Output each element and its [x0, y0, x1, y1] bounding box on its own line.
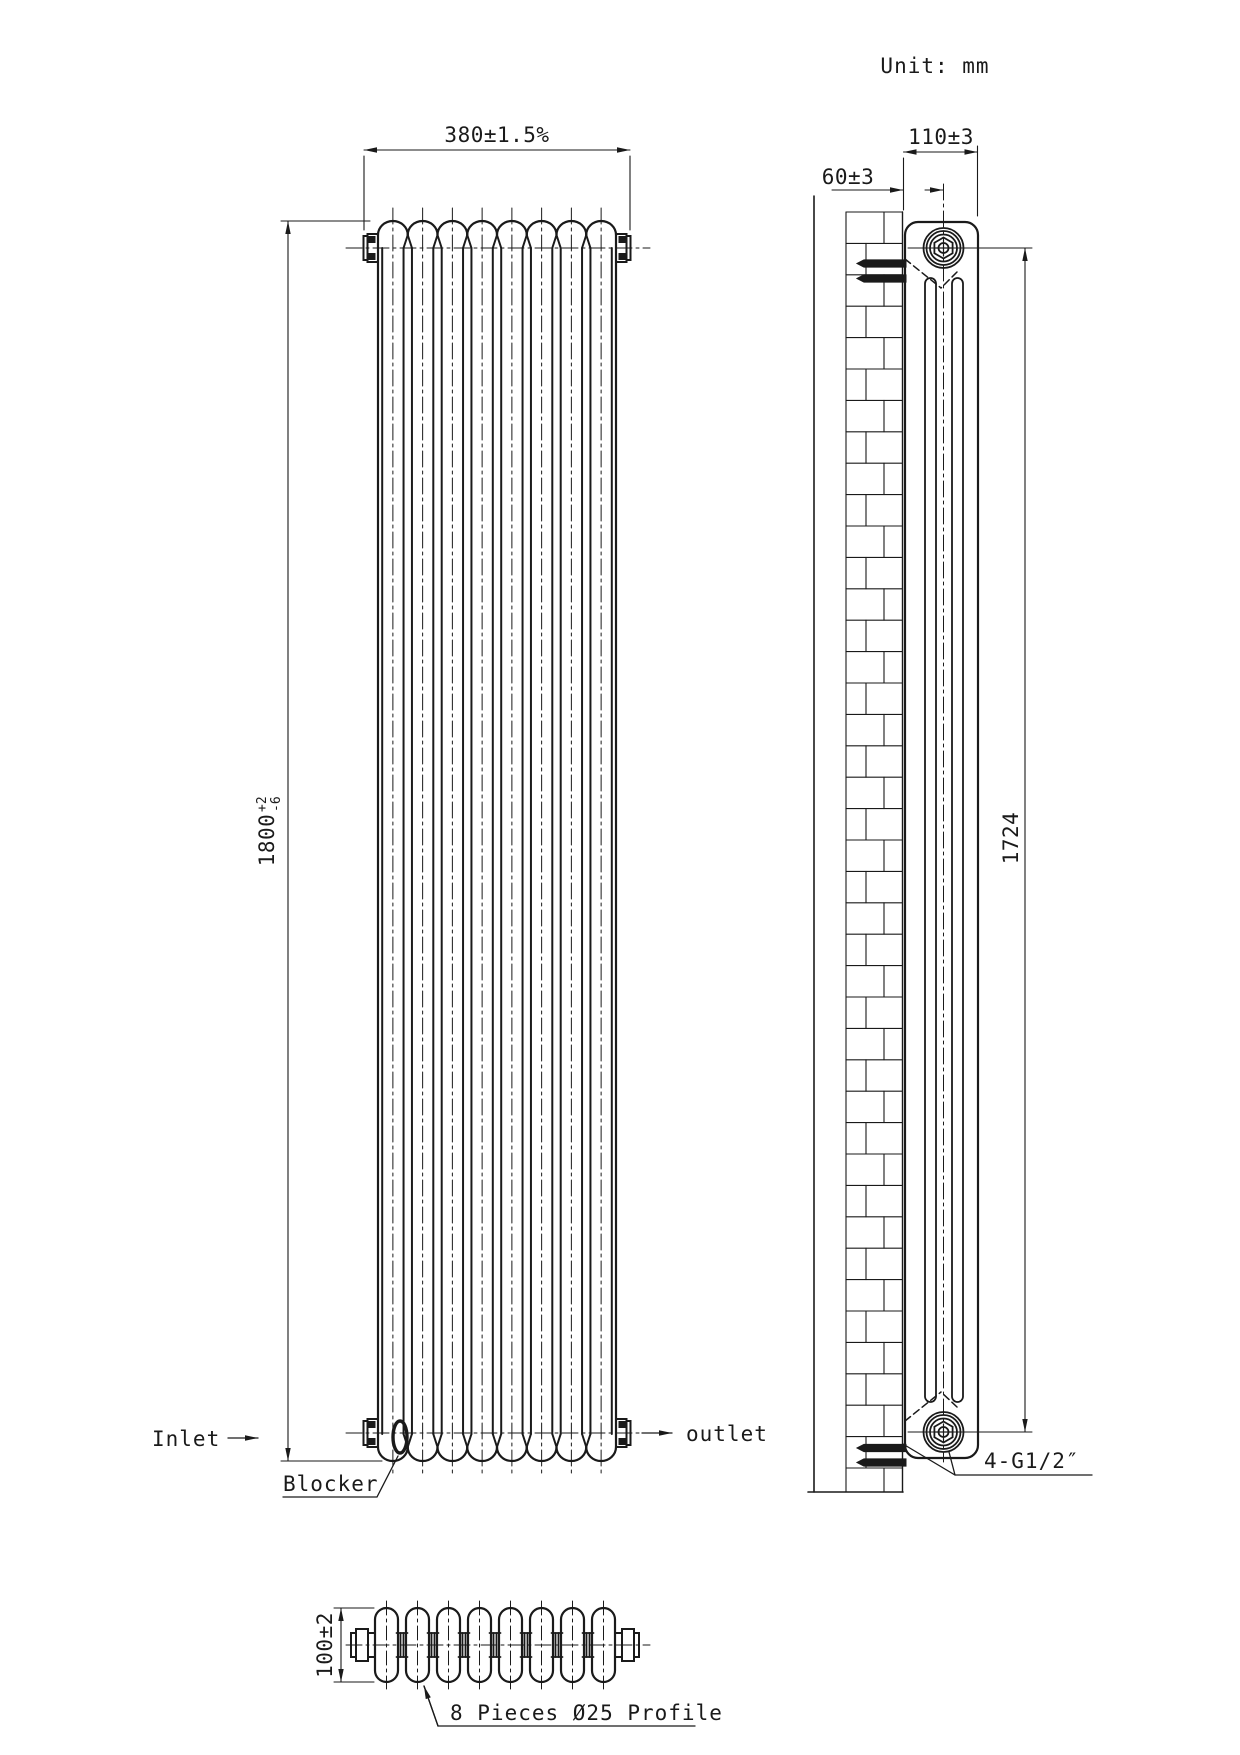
outlet-label: outlet	[686, 1422, 768, 1446]
port-distance-dim-text: 1724	[999, 811, 1023, 865]
port-distance-text-group	[999, 812, 1023, 865]
profile-note-arrow	[424, 1686, 438, 1726]
connection-note-text: 4-G1/2″	[984, 1449, 1080, 1473]
width-dimension	[364, 150, 630, 230]
profile-height-dim-text: 100±2	[313, 1612, 337, 1678]
front-view	[152, 123, 768, 1497]
height-dim-text-group	[255, 796, 284, 866]
profile-note-text: 8 Pieces Ø25 Profile	[450, 1701, 723, 1725]
side-slot-rear	[925, 278, 936, 1402]
pipe-connection-bottom	[924, 1412, 964, 1452]
top-view	[313, 1601, 723, 1726]
wall-screws	[857, 260, 906, 1466]
height-dim-tol-minus: -6	[269, 796, 284, 812]
depth-dim-text: 110±3	[908, 125, 974, 149]
height-dimension	[281, 221, 382, 1461]
depth-dimension	[904, 146, 978, 216]
width-dim-text: 380±1.5%	[444, 123, 550, 147]
unit-label: Unit: mm	[880, 54, 990, 78]
radiator-side-profile	[905, 222, 978, 1458]
radiator-columns-front	[378, 208, 616, 1474]
pipe-connection-top	[924, 228, 964, 268]
profile-height-text-group	[313, 1612, 337, 1678]
side-slot-front	[952, 278, 963, 1402]
wall-offset-dim-text: 60±3	[821, 165, 875, 189]
height-dim-tol-plus: +2	[255, 796, 270, 812]
inlet-label: Inlet	[152, 1427, 221, 1451]
height-dim-value: 1800	[255, 813, 279, 867]
blocker-label: Blocker	[283, 1472, 379, 1496]
wall-brick-hatching	[846, 212, 902, 1492]
side-view	[808, 125, 1092, 1492]
